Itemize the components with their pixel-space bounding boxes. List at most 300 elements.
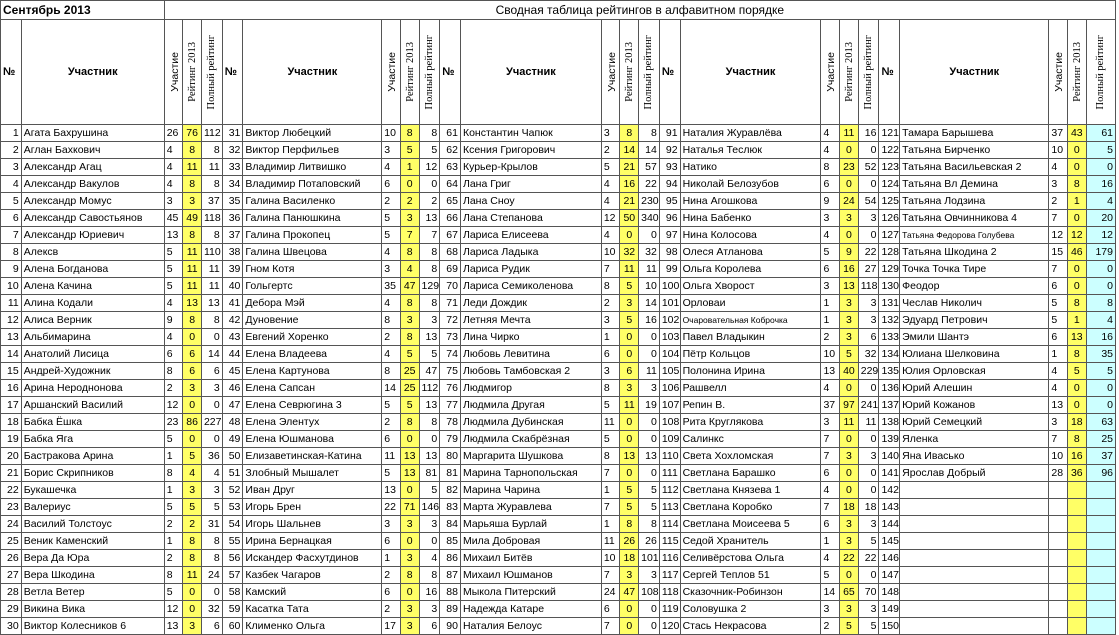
rating-2013-cell[interactable]: 13 (1068, 329, 1087, 346)
full-rating-cell[interactable] (1086, 499, 1115, 516)
participant-name[interactable]: Василий Толстоус (21, 516, 164, 533)
participation-cell[interactable] (1049, 567, 1068, 584)
rating-2013-cell[interactable]: 3 (840, 448, 859, 465)
full-rating-cell[interactable]: 8 (639, 516, 660, 533)
header-full-rating[interactable] (1086, 20, 1115, 125)
full-rating-cell[interactable]: 110 (201, 244, 222, 261)
participant-name[interactable]: Ксения Григорович (460, 142, 601, 159)
participant-name[interactable]: Елизаветинская-Катина (243, 448, 382, 465)
participation-cell[interactable]: 8 (601, 278, 620, 295)
participation-cell[interactable]: 8 (164, 567, 183, 584)
row-number[interactable]: 125 (879, 193, 900, 210)
row-number[interactable]: 96 (659, 210, 680, 227)
rating-2013-cell[interactable]: 6 (183, 363, 202, 380)
participation-cell[interactable]: 10 (821, 346, 840, 363)
row-number[interactable]: 88 (440, 584, 461, 601)
participation-cell[interactable]: 45 (164, 210, 183, 227)
header-num[interactable]: № (440, 20, 461, 125)
participation-cell[interactable]: 3 (382, 142, 401, 159)
full-rating-cell[interactable]: 118 (858, 278, 879, 295)
full-rating-cell[interactable]: 11 (201, 261, 222, 278)
participation-cell[interactable]: 37 (821, 397, 840, 414)
full-rating-cell[interactable]: 11 (201, 278, 222, 295)
participant-name[interactable]: Валериус (21, 499, 164, 516)
participant-name[interactable]: Нина Бабенко (680, 210, 821, 227)
participation-cell[interactable]: 2 (382, 329, 401, 346)
full-rating-cell[interactable]: 13 (639, 448, 660, 465)
participant-name[interactable]: Галина Швецова (243, 244, 382, 261)
full-rating-cell[interactable]: 11 (201, 159, 222, 176)
participation-cell[interactable]: 5 (164, 584, 183, 601)
row-number[interactable]: 14 (1, 346, 22, 363)
header-participation[interactable] (382, 20, 401, 125)
row-number[interactable]: 69 (440, 261, 461, 278)
full-rating-cell[interactable]: 4 (1086, 312, 1115, 329)
rating-2013-cell[interactable]: 0 (1068, 380, 1087, 397)
participation-cell[interactable]: 12 (1049, 227, 1068, 244)
row-number[interactable]: 80 (440, 448, 461, 465)
participant-name[interactable]: Лана Сноу (460, 193, 601, 210)
participant-name[interactable]: Елена Картунова (243, 363, 382, 380)
participant-name[interactable]: Ярослав Добрый (900, 465, 1049, 482)
participant-name[interactable]: Надежда Катаре (460, 601, 601, 618)
participation-cell[interactable]: 4 (601, 193, 620, 210)
row-number[interactable]: 97 (659, 227, 680, 244)
full-rating-cell[interactable]: 13 (419, 210, 440, 227)
participation-cell[interactable]: 5 (382, 210, 401, 227)
rating-2013-cell[interactable]: 14 (620, 142, 639, 159)
participant-name[interactable]: Маргарита Шушкова (460, 448, 601, 465)
row-number[interactable]: 9 (1, 261, 22, 278)
participant-name[interactable]: Сергей Теплов 51 (680, 567, 821, 584)
row-number[interactable]: 11 (1, 295, 22, 312)
participant-name[interactable]: Аршанский Василий (21, 397, 164, 414)
row-number[interactable]: 139 (879, 431, 900, 448)
participation-cell[interactable]: 8 (382, 363, 401, 380)
participant-name[interactable]: Бастракова Арина (21, 448, 164, 465)
participation-cell[interactable]: 4 (382, 295, 401, 312)
row-number[interactable]: 134 (879, 346, 900, 363)
rating-2013-cell[interactable]: 3 (840, 601, 859, 618)
rating-2013-cell[interactable]: 11 (620, 397, 639, 414)
participant-name[interactable]: Елена Севрюгина 3 (243, 397, 382, 414)
participant-name[interactable]: Олеся Атланова (680, 244, 821, 261)
participation-cell[interactable]: 2 (382, 193, 401, 210)
participation-cell[interactable]: 4 (164, 176, 183, 193)
full-rating-cell[interactable]: 11 (639, 363, 660, 380)
rating-2013-cell[interactable] (1068, 482, 1087, 499)
full-rating-cell[interactable]: 0 (1086, 380, 1115, 397)
participation-cell[interactable] (1049, 618, 1068, 635)
row-number[interactable]: 79 (440, 431, 461, 448)
row-number[interactable]: 89 (440, 601, 461, 618)
participation-cell[interactable]: 6 (382, 431, 401, 448)
participation-cell[interactable]: 6 (382, 533, 401, 550)
full-rating-cell[interactable]: 5 (639, 482, 660, 499)
full-rating-cell[interactable]: 37 (201, 193, 222, 210)
participation-cell[interactable]: 5 (821, 244, 840, 261)
row-number[interactable]: 13 (1, 329, 22, 346)
full-rating-cell[interactable]: 0 (201, 329, 222, 346)
participation-cell[interactable]: 6 (1049, 278, 1068, 295)
participation-cell[interactable]: 1 (821, 312, 840, 329)
participant-name[interactable] (900, 567, 1049, 584)
participation-cell[interactable]: 4 (821, 380, 840, 397)
full-rating-cell[interactable]: 0 (201, 397, 222, 414)
participant-name[interactable]: Марина Чарина (460, 482, 601, 499)
header-full-rating[interactable] (858, 20, 879, 125)
participation-cell[interactable]: 12 (164, 397, 183, 414)
participation-cell[interactable]: 3 (1049, 414, 1068, 431)
participant-name[interactable]: Наталия Журавлёва (680, 125, 821, 142)
participant-name[interactable]: Галина Василенко (243, 193, 382, 210)
rating-2013-cell[interactable]: 76 (183, 125, 202, 142)
participant-name[interactable]: Алиса Верник (21, 312, 164, 329)
participant-name[interactable]: Седой Хранитель (680, 533, 821, 550)
full-rating-cell[interactable]: 35 (1086, 346, 1115, 363)
participant-name[interactable]: Аглан Бахкович (21, 142, 164, 159)
row-number[interactable]: 90 (440, 618, 461, 635)
full-rating-cell[interactable]: 13 (419, 329, 440, 346)
rating-2013-cell[interactable]: 3 (840, 516, 859, 533)
participation-cell[interactable]: 15 (1049, 244, 1068, 261)
header-rating-2013[interactable] (1068, 20, 1087, 125)
row-number[interactable]: 3 (1, 159, 22, 176)
full-rating-cell[interactable]: 8 (419, 261, 440, 278)
rating-2013-cell[interactable] (1068, 567, 1087, 584)
participant-name[interactable]: Виктор Перфильев (243, 142, 382, 159)
participant-name[interactable]: Полонина Ирина (680, 363, 821, 380)
row-number[interactable]: 57 (222, 567, 243, 584)
rating-2013-cell[interactable]: 13 (840, 278, 859, 295)
rating-2013-cell[interactable]: 3 (620, 567, 639, 584)
rating-2013-cell[interactable]: 0 (400, 533, 419, 550)
participant-name[interactable]: Игорь Брен (243, 499, 382, 516)
row-number[interactable]: 17 (1, 397, 22, 414)
participant-name[interactable]: Александр Агац (21, 159, 164, 176)
row-number[interactable]: 12 (1, 312, 22, 329)
full-rating-cell[interactable] (1086, 584, 1115, 601)
full-rating-cell[interactable]: 31 (201, 516, 222, 533)
participant-name[interactable]: Лариса Рудик (460, 261, 601, 278)
rating-2013-cell[interactable]: 8 (183, 142, 202, 159)
participant-name[interactable]: Людмила Другая (460, 397, 601, 414)
participant-name[interactable]: Агата Бахрушина (21, 125, 164, 142)
rating-2013-cell[interactable]: 7 (400, 227, 419, 244)
participation-cell[interactable]: 7 (821, 499, 840, 516)
full-rating-cell[interactable]: 8 (201, 533, 222, 550)
rating-2013-cell[interactable]: 0 (183, 584, 202, 601)
full-rating-cell[interactable]: 6 (419, 618, 440, 635)
participant-name[interactable]: Наталья Теслюк (680, 142, 821, 159)
participation-cell[interactable]: 6 (601, 346, 620, 363)
participant-name[interactable]: Чеслав Николич (900, 295, 1049, 312)
participant-name[interactable]: Эмили Шантэ (900, 329, 1049, 346)
row-number[interactable]: 95 (659, 193, 680, 210)
rating-2013-cell[interactable]: 0 (400, 482, 419, 499)
full-rating-cell[interactable]: 27 (858, 261, 879, 278)
participation-cell[interactable]: 4 (821, 482, 840, 499)
rating-2013-cell[interactable]: 0 (183, 601, 202, 618)
rating-2013-cell[interactable]: 11 (183, 159, 202, 176)
full-rating-cell[interactable]: 12 (1086, 227, 1115, 244)
participant-name[interactable]: Галина Панюшкина (243, 210, 382, 227)
participation-cell[interactable]: 4 (821, 227, 840, 244)
full-rating-cell[interactable]: 2 (419, 193, 440, 210)
rating-2013-cell[interactable]: 0 (620, 346, 639, 363)
participant-name[interactable]: Владимир Литвишко (243, 159, 382, 176)
rating-2013-cell[interactable] (1068, 618, 1087, 635)
participant-name[interactable]: Лариса Ладыка (460, 244, 601, 261)
full-rating-cell[interactable]: 0 (639, 346, 660, 363)
rating-2013-cell[interactable]: 0 (620, 618, 639, 635)
participant-name[interactable]: Касатка Тата (243, 601, 382, 618)
participant-name[interactable]: Юрий Алешин (900, 380, 1049, 397)
participation-cell[interactable]: 3 (601, 125, 620, 142)
header-num[interactable]: № (659, 20, 680, 125)
rating-2013-cell[interactable]: 3 (840, 295, 859, 312)
rating-2013-cell[interactable]: 8 (183, 312, 202, 329)
participation-cell[interactable]: 4 (1049, 159, 1068, 176)
participant-name[interactable]: Вера Шкодина (21, 567, 164, 584)
participation-cell[interactable]: 10 (382, 125, 401, 142)
row-number[interactable]: 7 (1, 227, 22, 244)
rating-2013-cell[interactable]: 47 (620, 584, 639, 601)
participation-cell[interactable]: 6 (601, 601, 620, 618)
rating-2013-cell[interactable]: 0 (620, 329, 639, 346)
rating-2013-cell[interactable]: 3 (183, 482, 202, 499)
row-number[interactable]: 148 (879, 584, 900, 601)
rating-2013-cell[interactable]: 32 (620, 244, 639, 261)
header-participant[interactable]: Участник (21, 20, 164, 125)
header-rating-2013[interactable] (620, 20, 639, 125)
full-rating-cell[interactable]: 22 (858, 244, 879, 261)
full-rating-cell[interactable]: 8 (201, 550, 222, 567)
full-rating-cell[interactable]: 10 (639, 278, 660, 295)
rating-2013-cell[interactable]: 2 (400, 193, 419, 210)
participation-cell[interactable]: 6 (164, 346, 183, 363)
full-rating-cell[interactable]: 18 (858, 499, 879, 516)
rating-2013-cell[interactable]: 3 (183, 618, 202, 635)
participation-cell[interactable]: 9 (821, 193, 840, 210)
participation-cell[interactable]: 2 (601, 295, 620, 312)
row-number[interactable]: 124 (879, 176, 900, 193)
participation-cell[interactable] (1049, 499, 1068, 516)
participation-cell[interactable]: 3 (601, 312, 620, 329)
participation-cell[interactable]: 3 (1049, 176, 1068, 193)
rating-2013-cell[interactable]: 0 (620, 465, 639, 482)
row-number[interactable]: 131 (879, 295, 900, 312)
full-rating-cell[interactable]: 8 (419, 125, 440, 142)
participant-name[interactable]: Мыкола Питерский (460, 584, 601, 601)
row-number[interactable]: 8 (1, 244, 22, 261)
full-rating-cell[interactable]: 4 (419, 550, 440, 567)
month-label[interactable]: Сентябрь 2013 (1, 1, 165, 20)
participant-name[interactable]: Светлана Моисеева 5 (680, 516, 821, 533)
participation-cell[interactable]: 3 (382, 261, 401, 278)
participation-cell[interactable]: 8 (601, 380, 620, 397)
row-number[interactable]: 56 (222, 550, 243, 567)
rating-2013-cell[interactable]: 0 (840, 176, 859, 193)
participant-name[interactable]: Орловаи (680, 295, 821, 312)
participant-name[interactable]: Ирина Бернацкая (243, 533, 382, 550)
participant-name[interactable]: Ольга Хворост (680, 278, 821, 295)
rating-2013-cell[interactable]: 5 (1068, 363, 1087, 380)
full-rating-cell[interactable]: 19 (639, 397, 660, 414)
rating-2013-cell[interactable]: 3 (400, 312, 419, 329)
rating-2013-cell[interactable]: 24 (840, 193, 859, 210)
rating-2013-cell[interactable]: 6 (183, 346, 202, 363)
row-number[interactable]: 83 (440, 499, 461, 516)
row-number[interactable]: 16 (1, 380, 22, 397)
rating-2013-cell[interactable]: 0 (1068, 210, 1087, 227)
row-number[interactable]: 19 (1, 431, 22, 448)
participant-name[interactable]: Алена Качина (21, 278, 164, 295)
header-participation[interactable] (601, 20, 620, 125)
full-rating-cell[interactable]: 8 (419, 244, 440, 261)
rating-2013-cell[interactable]: 8 (400, 125, 419, 142)
full-rating-cell[interactable]: 3 (858, 516, 879, 533)
row-number[interactable]: 141 (879, 465, 900, 482)
full-rating-cell[interactable] (1086, 482, 1115, 499)
participation-cell[interactable]: 14 (382, 380, 401, 397)
rating-2013-cell[interactable]: 5 (183, 499, 202, 516)
participation-cell[interactable]: 11 (601, 533, 620, 550)
row-number[interactable]: 15 (1, 363, 22, 380)
full-rating-cell[interactable]: 12 (419, 159, 440, 176)
full-rating-cell[interactable]: 3 (419, 516, 440, 533)
rating-2013-cell[interactable] (1068, 584, 1087, 601)
participant-name[interactable]: Наталия Белоус (460, 618, 601, 635)
participation-cell[interactable]: 3 (821, 210, 840, 227)
participation-cell[interactable]: 10 (1049, 142, 1068, 159)
row-number[interactable]: 82 (440, 482, 461, 499)
full-rating-cell[interactable]: 146 (419, 499, 440, 516)
row-number[interactable]: 2 (1, 142, 22, 159)
participation-cell[interactable]: 5 (164, 278, 183, 295)
participant-name[interactable]: Александр Момус (21, 193, 164, 210)
participation-cell[interactable] (1049, 482, 1068, 499)
rating-2013-cell[interactable]: 8 (400, 329, 419, 346)
participant-name[interactable]: Феодор (900, 278, 1049, 295)
participation-cell[interactable]: 3 (164, 193, 183, 210)
participation-cell[interactable]: 26 (164, 125, 183, 142)
rating-2013-cell[interactable]: 3 (840, 329, 859, 346)
row-number[interactable]: 46 (222, 380, 243, 397)
row-number[interactable]: 120 (659, 618, 680, 635)
participation-cell[interactable]: 2 (382, 414, 401, 431)
full-rating-cell[interactable] (1086, 618, 1115, 635)
row-number[interactable]: 128 (879, 244, 900, 261)
row-number[interactable]: 149 (879, 601, 900, 618)
participant-name[interactable]: Ольга Королева (680, 261, 821, 278)
participation-cell[interactable]: 4 (164, 295, 183, 312)
row-number[interactable]: 92 (659, 142, 680, 159)
full-rating-cell[interactable]: 229 (858, 363, 879, 380)
participation-cell[interactable]: 1 (601, 329, 620, 346)
row-number[interactable]: 10 (1, 278, 22, 295)
rating-2013-cell[interactable]: 4 (183, 465, 202, 482)
rating-2013-cell[interactable]: 0 (840, 431, 859, 448)
rating-2013-cell[interactable]: 0 (1068, 159, 1087, 176)
row-number[interactable]: 53 (222, 499, 243, 516)
rating-2013-cell[interactable]: 8 (183, 227, 202, 244)
full-rating-cell[interactable]: 7 (419, 227, 440, 244)
row-number[interactable]: 26 (1, 550, 22, 567)
rating-2013-cell[interactable]: 43 (1068, 125, 1087, 142)
rating-2013-cell[interactable]: 97 (840, 397, 859, 414)
full-rating-cell[interactable]: 0 (858, 482, 879, 499)
participant-name[interactable]: Точка Точка Тире (900, 261, 1049, 278)
rating-2013-cell[interactable]: 11 (840, 125, 859, 142)
row-number[interactable]: 86 (440, 550, 461, 567)
participation-cell[interactable]: 13 (821, 363, 840, 380)
rating-2013-cell[interactable]: 5 (400, 142, 419, 159)
rating-2013-cell[interactable] (1068, 533, 1087, 550)
row-number[interactable]: 133 (879, 329, 900, 346)
full-rating-cell[interactable]: 14 (639, 295, 660, 312)
rating-2013-cell[interactable]: 26 (620, 533, 639, 550)
participant-name[interactable]: Евгений Хоренко (243, 329, 382, 346)
row-number[interactable]: 77 (440, 397, 461, 414)
participation-cell[interactable]: 7 (821, 431, 840, 448)
rating-2013-cell[interactable]: 8 (400, 414, 419, 431)
participant-name[interactable]: Искандер Фасхутдинов (243, 550, 382, 567)
row-number[interactable]: 73 (440, 329, 461, 346)
participation-cell[interactable]: 1 (601, 482, 620, 499)
participation-cell[interactable]: 7 (601, 499, 620, 516)
participation-cell[interactable]: 8 (821, 159, 840, 176)
participation-cell[interactable]: 4 (164, 142, 183, 159)
participation-cell[interactable]: 1 (821, 295, 840, 312)
full-rating-cell[interactable]: 5 (419, 142, 440, 159)
full-rating-cell[interactable]: 47 (419, 363, 440, 380)
participation-cell[interactable]: 5 (382, 397, 401, 414)
row-number[interactable]: 101 (659, 295, 680, 312)
participant-name[interactable]: Марта Журавлева (460, 499, 601, 516)
participation-cell[interactable]: 2 (164, 380, 183, 397)
row-number[interactable]: 137 (879, 397, 900, 414)
row-number[interactable]: 127 (879, 227, 900, 244)
rating-2013-cell[interactable]: 18 (1068, 414, 1087, 431)
full-rating-cell[interactable]: 5 (201, 499, 222, 516)
row-number[interactable]: 135 (879, 363, 900, 380)
rating-2013-cell[interactable]: 8 (1068, 431, 1087, 448)
row-number[interactable]: 105 (659, 363, 680, 380)
row-number[interactable]: 58 (222, 584, 243, 601)
participant-name[interactable]: Татьяна Васильевская 2 (900, 159, 1049, 176)
row-number[interactable]: 106 (659, 380, 680, 397)
full-rating-cell[interactable]: 5 (1086, 363, 1115, 380)
header-full-rating[interactable] (639, 20, 660, 125)
participation-cell[interactable] (1049, 516, 1068, 533)
full-rating-cell[interactable]: 5 (858, 618, 879, 635)
rating-2013-cell[interactable]: 3 (183, 193, 202, 210)
participation-cell[interactable]: 10 (1049, 448, 1068, 465)
rating-2013-cell[interactable]: 5 (840, 618, 859, 635)
full-rating-cell[interactable]: 3 (858, 295, 879, 312)
participant-name[interactable]: Елена Владеева (243, 346, 382, 363)
participation-cell[interactable]: 10 (601, 550, 620, 567)
rating-2013-cell[interactable]: 0 (183, 397, 202, 414)
participant-name[interactable]: Татьяна Шкодина 2 (900, 244, 1049, 261)
row-number[interactable]: 33 (222, 159, 243, 176)
row-number[interactable]: 103 (659, 329, 680, 346)
participant-name[interactable]: Нина Агошкова (680, 193, 821, 210)
full-rating-cell[interactable]: 81 (419, 465, 440, 482)
rating-2013-cell[interactable]: 13 (620, 448, 639, 465)
row-number[interactable]: 34 (222, 176, 243, 193)
